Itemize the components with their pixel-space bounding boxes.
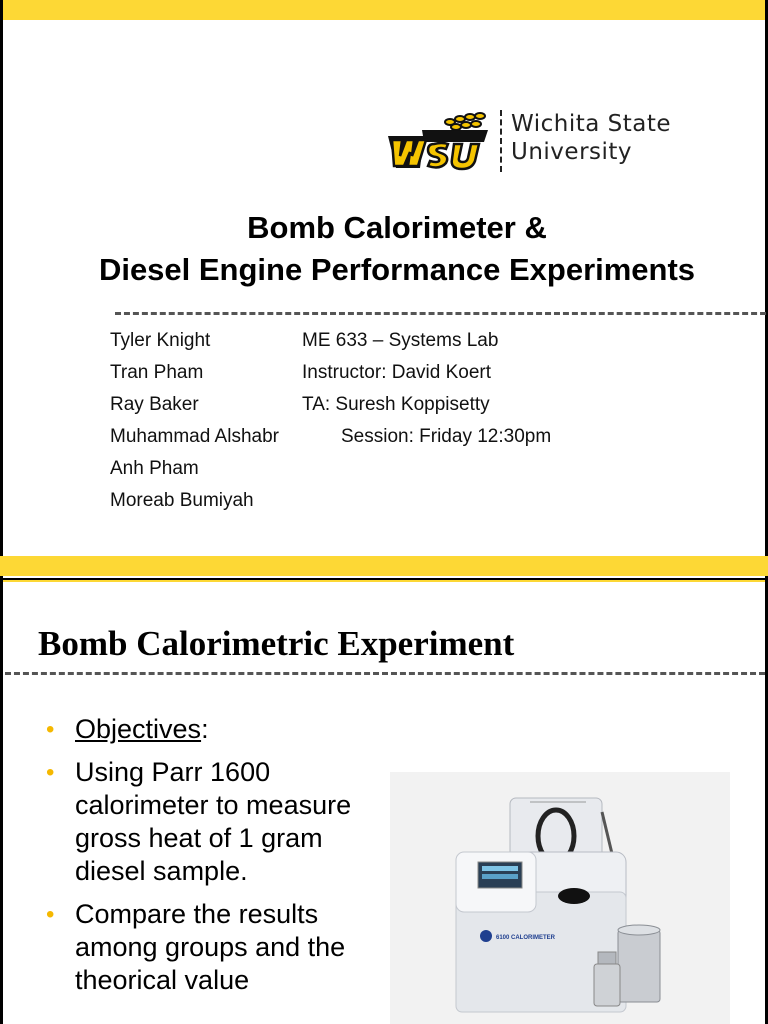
member-name: Ray Baker [110, 394, 199, 415]
bullet-text: Using Parr 1600 calorimeter to measure gross heat of 1 gram diesel sample. [75, 757, 352, 886]
presentation-title [0, 207, 768, 291]
top-accent-bar [0, 580, 768, 582]
bullet-list [46, 713, 366, 1007]
bullet-dot-icon: • [46, 901, 55, 928]
university-name [511, 110, 671, 166]
logo-divider [500, 110, 502, 172]
member-name: Muhammad Alshabr [110, 426, 279, 447]
session-time: Session: Friday 12:30pm [341, 426, 552, 447]
objectives-heading: Objectives [75, 714, 202, 744]
wsu-shocker-logo-icon [384, 108, 494, 178]
bullet-dot-icon: • [46, 716, 55, 743]
member-name: Tran Pham [110, 362, 204, 383]
dashed-divider [115, 312, 768, 315]
instructor: Instructor: David Koert [302, 362, 492, 383]
teaching-assistant: TA: Suresh Koppisetty [302, 394, 490, 415]
top-accent-bar [0, 0, 768, 20]
title-line2: Diesel Engine Performance Experiments [98, 252, 696, 287]
slide-left-edge [0, 580, 3, 1024]
bullet-item [46, 713, 366, 746]
team-members-list [110, 325, 279, 517]
member-name: Anh Pham [110, 458, 199, 479]
bullet-dot-icon: • [46, 759, 55, 786]
calorimeter-illustration-icon [390, 772, 730, 1024]
bullet-text: Compare the results among groups and the theorical value [75, 899, 346, 995]
university-name-line1: Wichita State [511, 111, 672, 137]
bullet-item [46, 898, 366, 997]
content-slide [0, 580, 768, 1024]
university-name-line2: University [511, 139, 633, 165]
title-line1: Bomb Calorimeter & [247, 210, 547, 245]
member-name: Moreab Bumiyah [110, 490, 254, 511]
dashed-divider [5, 672, 765, 675]
course-name: ME 633 – Systems Lab [302, 330, 499, 351]
bullet-item [46, 756, 366, 888]
objectives-colon: : [201, 714, 209, 744]
member-name: Tyler Knight [110, 330, 211, 351]
bottom-accent-bar [0, 556, 768, 576]
slide-title: Bomb Calorimetric Experiment [38, 624, 515, 663]
device-label: 6100 CALORIMETER [496, 935, 556, 941]
course-info [302, 325, 498, 421]
university-logo [384, 104, 694, 180]
calorimeter-photo [390, 772, 730, 1024]
